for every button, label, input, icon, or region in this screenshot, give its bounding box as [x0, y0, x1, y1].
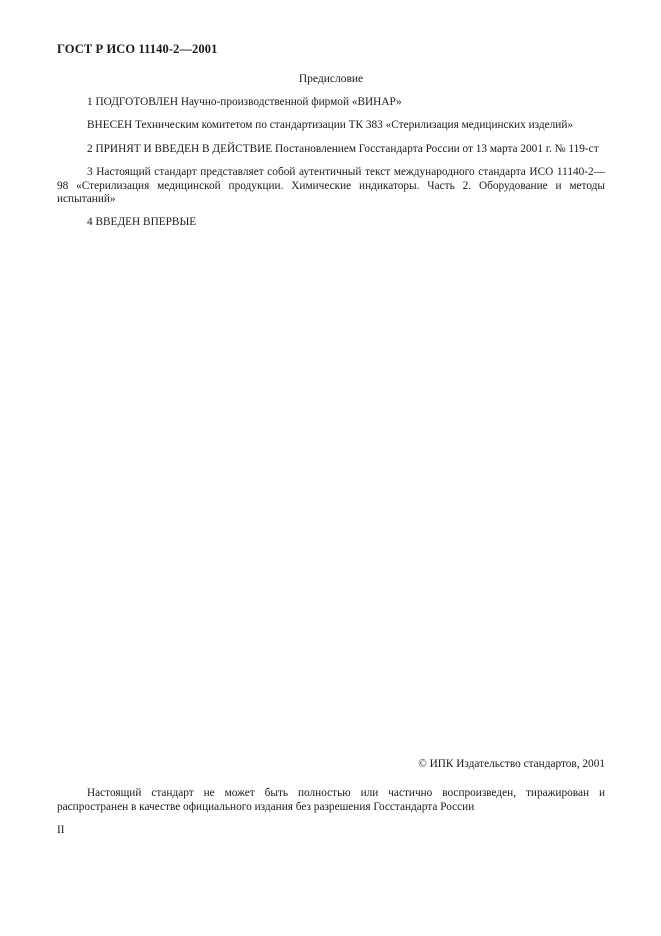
page-number: II: [57, 824, 65, 836]
foreword-item-3: 3 Настоящий стандарт представляет собой аутентичный текст международного стандарта ИСО 11140-2—98 «Стерилизация медицинской продукции. Химические индикаторы. Часть 2. Оборудование и методы испытаний»: [57, 166, 605, 206]
foreword-item-2: 2 ПРИНЯТ И ВВЕДЕН В ДЕЙСТВИЕ Постановлением Госстандарта России от 13 марта 2001 г. № 119-ст: [87, 142, 599, 155]
foreword-list: [57, 96, 605, 230]
reproduction-notice: Настоящий стандарт не может быть полностью или частично воспроизведен, тиражирован и распространен в качестве официального издания без разрешения Госстандарта России: [57, 787, 605, 813]
foreword-item-introduced-by: ВНЕСЕН Техническим комитетом по стандартизации ТК 383 «Стерилизация медицинских изделий»: [87, 119, 574, 132]
running-header: ГОСТ Р ИСО 11140-2—2001: [57, 42, 218, 56]
foreword-item-1: 1 ПОДГОТОВЛЕН Научно-производственной фирмой «ВИНАР»: [87, 96, 402, 108]
section-title: Предисловие: [298, 73, 364, 85]
foreword-item-4: 4 ВВЕДЕН ВПЕРВЫЕ: [87, 216, 197, 229]
copyright-line: © ИПК Издательство стандартов, 2001: [418, 758, 605, 770]
